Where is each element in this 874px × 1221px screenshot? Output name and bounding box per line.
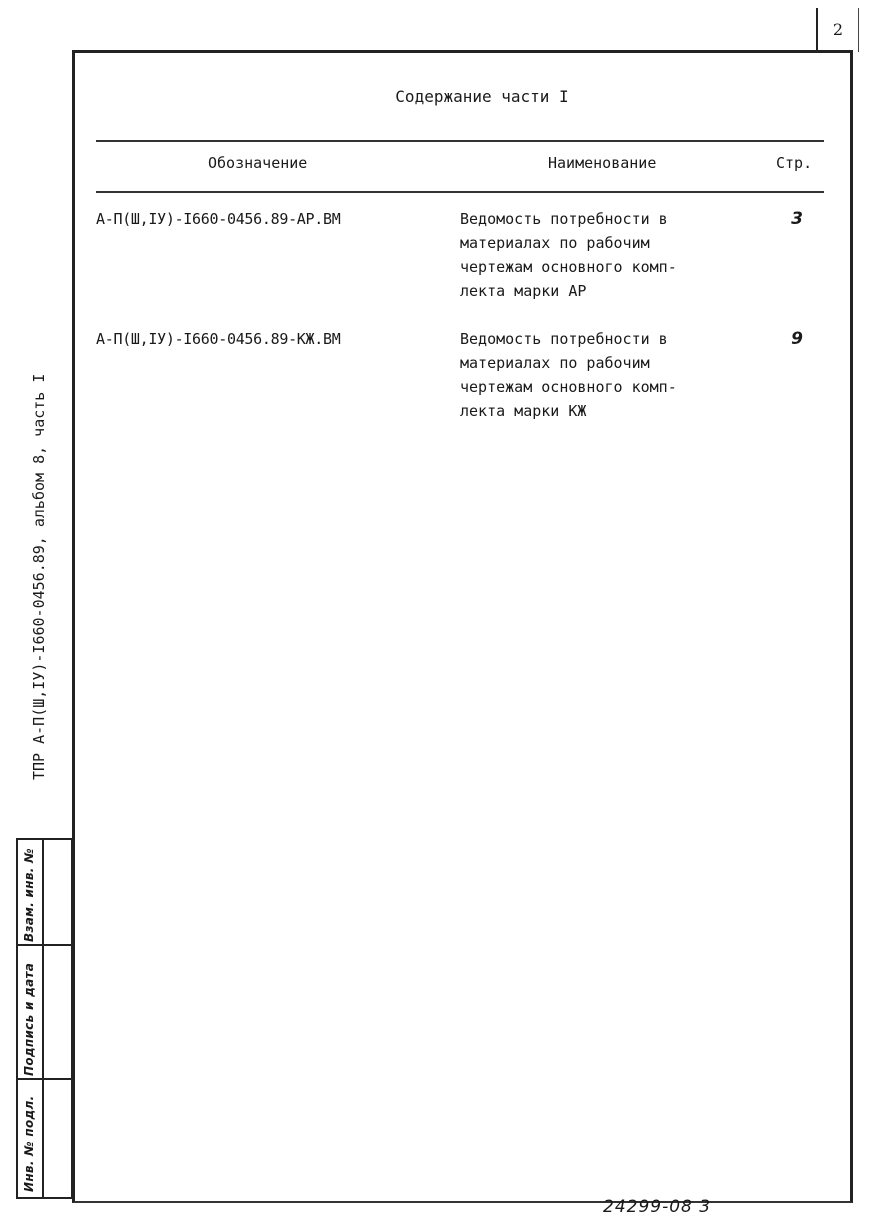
row-1-name <box>460 207 760 303</box>
row-2-name-line: материалах по рабочим <box>460 354 650 372</box>
row-1-name-line: лекта марки АР <box>460 282 587 300</box>
sheet-number: 2 <box>816 8 859 52</box>
column-header-name: Наименование <box>548 154 657 172</box>
row-2-page: 9 <box>791 329 803 349</box>
stamp-label-replacement-no: Взам. инв. № <box>22 848 36 942</box>
column-header-designation: Обозначение <box>208 154 308 172</box>
stamp-divider <box>42 840 44 1197</box>
column-header-page: Стр. <box>776 154 813 172</box>
header-top-rule <box>96 140 824 142</box>
row-1-name-line: материалах по рабочим <box>460 234 650 252</box>
stamp-label-signature-date: Подпись и дата <box>22 962 36 1076</box>
page-title: Содержание части I <box>395 87 569 106</box>
row-1-page: 3 <box>791 209 803 229</box>
row-1-name-line: Ведомость потребности в <box>460 210 668 228</box>
row-2-name-line: Ведомость потребности в <box>460 330 668 348</box>
document-code: 24299-08 3 <box>603 1197 712 1217</box>
header-bottom-rule <box>96 191 824 193</box>
row-1-name-line: чертежам основного комп- <box>460 258 677 276</box>
row-2-designation: А-П(Ш,IУ)-I660-0456.89-КЖ.ВМ <box>96 330 341 348</box>
stamp-label-inventory-no: Инв. № подл. <box>22 1095 36 1192</box>
stamp-divider <box>18 1078 71 1080</box>
row-2-name <box>460 327 760 423</box>
stamp-divider <box>18 944 71 946</box>
side-title: ТПР А-П(Ш,IУ)-I660-0456.89, альбом 8, часть I <box>30 373 48 780</box>
approval-stamp <box>16 838 73 1199</box>
row-2-name-line: лекта марки КЖ <box>460 402 587 420</box>
row-2-name-line: чертежам основного комп- <box>460 378 677 396</box>
row-1-designation: А-П(Ш,IУ)-I660-0456.89-АР.ВМ <box>96 210 341 228</box>
